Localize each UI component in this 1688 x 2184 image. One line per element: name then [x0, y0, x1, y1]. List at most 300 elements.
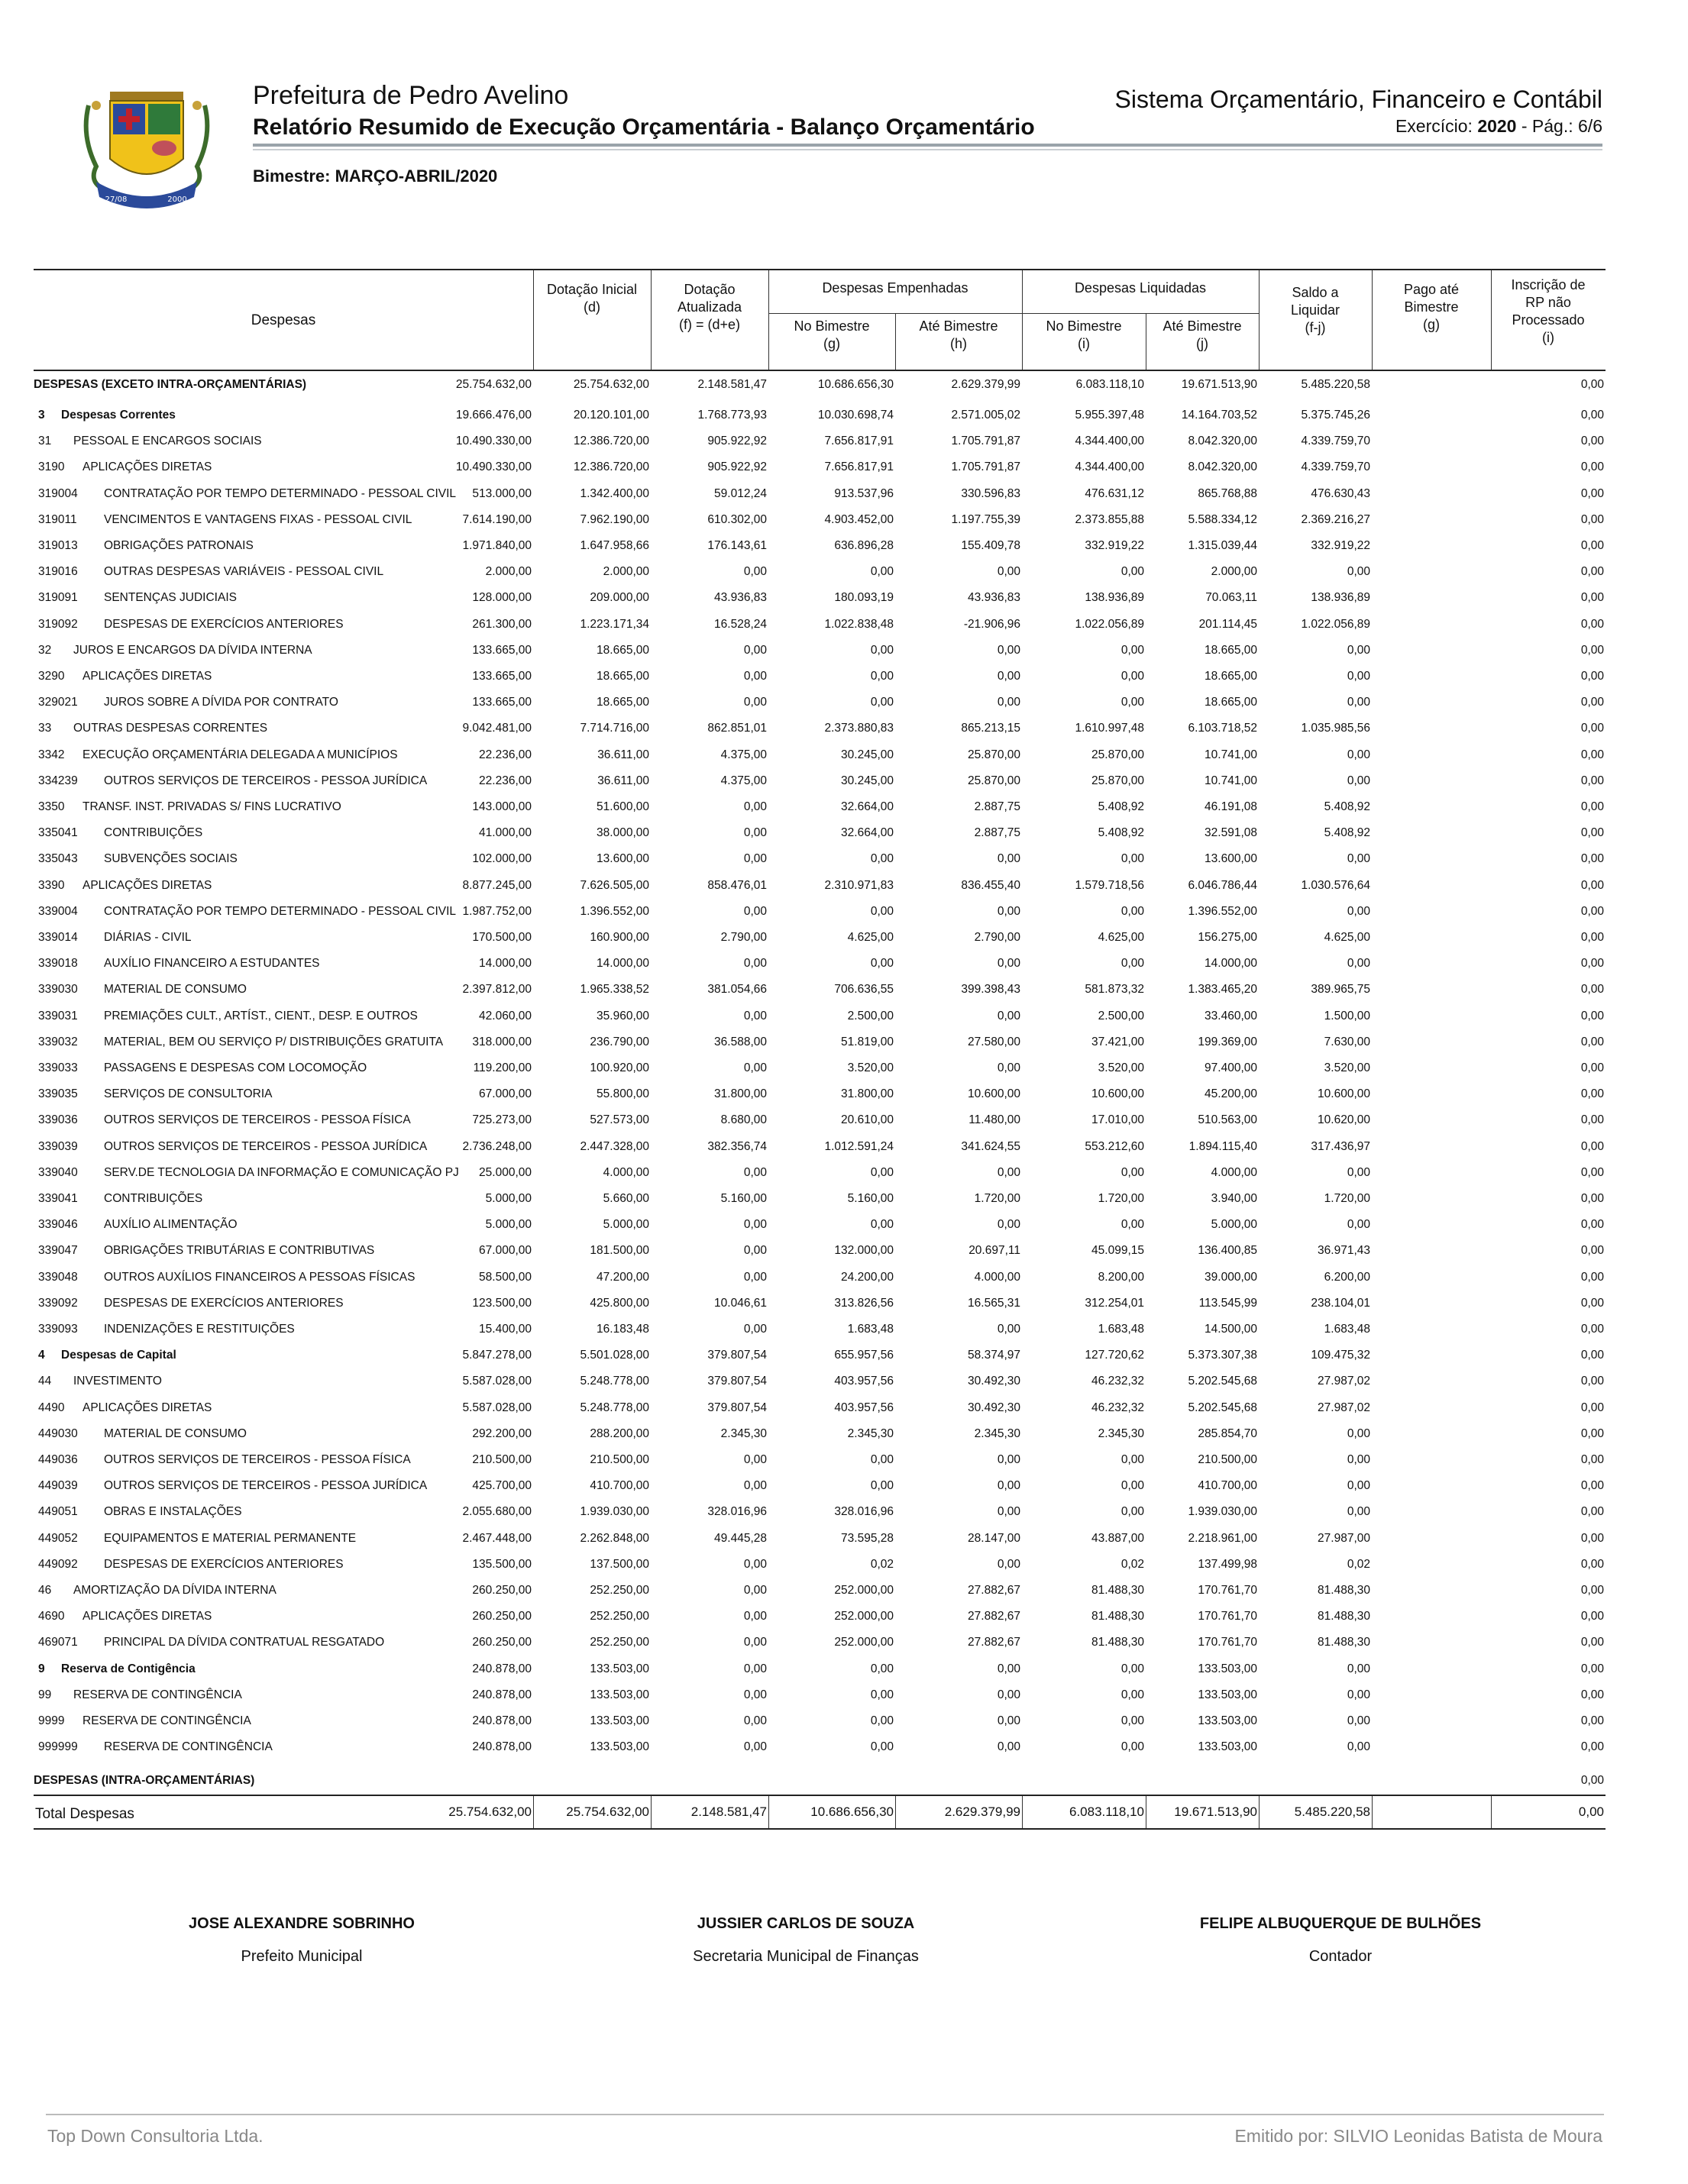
row-value: 389.965,75	[1311, 983, 1370, 997]
row-value: 5.408,92	[1324, 826, 1370, 840]
row-value: 31.800,00	[841, 1087, 894, 1101]
row-value: 5.587.028,00	[462, 1401, 532, 1414]
row-description: JUROS E ENCARGOS DA DÍVIDA INTERNA	[73, 643, 312, 657]
row-value: 0,00	[1580, 1774, 1604, 1788]
row-value: 1.939.030,00	[1188, 1505, 1257, 1519]
row-value: 9.042.481,00	[462, 722, 532, 735]
row-code: 3190	[38, 460, 65, 474]
table-row	[34, 746, 1606, 763]
row-value: 10.600,00	[968, 1087, 1020, 1101]
row-value: 1.197.755,39	[951, 512, 1020, 526]
row-value: 27.882,67	[968, 1610, 1020, 1623]
row-value: 10.741,00	[1205, 774, 1257, 787]
row-code: 469071	[38, 1636, 78, 1649]
row-value: 0,00	[1347, 643, 1370, 657]
row-value: 10.686.656,30	[817, 378, 894, 391]
row-value: 119.200,00	[473, 1061, 532, 1074]
row-description: PRINCIPAL DA DÍVIDA CONTRATUAL RESGATADO	[104, 1636, 385, 1649]
row-value: 1.035.985,56	[1301, 722, 1370, 735]
row-value: 27.882,67	[968, 1636, 1020, 1649]
row-value: 10.490.330,00	[455, 435, 532, 448]
table-row	[34, 1581, 1606, 1598]
row-value: 81.488,30	[1318, 1636, 1370, 1649]
row-value: 4.625,00	[847, 931, 894, 944]
row-value: 0,00	[1120, 1453, 1144, 1466]
column-divider	[768, 1796, 769, 1828]
footer-company: Top Down Consultoria Ltda.	[47, 2126, 264, 2146]
table-row	[34, 376, 1606, 393]
row-value: 1.971.840,00	[462, 539, 532, 552]
row-description: Despesas de Capital	[61, 1349, 176, 1362]
row-value: 0,00	[870, 1740, 894, 1754]
row-value: 5.501.028,00	[580, 1349, 649, 1362]
header-exercicio	[1395, 116, 1602, 137]
row-value: 25.870,00	[968, 774, 1020, 787]
row-value: 133.503,00	[590, 1688, 649, 1701]
row-value: 49.445,28	[714, 1531, 767, 1545]
table-row	[34, 563, 1606, 580]
table-row	[34, 1033, 1606, 1050]
signature-role: Contador	[1308, 1948, 1373, 1965]
row-value: 313.826,56	[834, 1296, 894, 1310]
row-value: 22.236,00	[479, 748, 532, 761]
row-description: AUXÍLIO FINANCEIRO A ESTUDANTES	[104, 957, 320, 971]
row-value: 0,00	[1580, 486, 1604, 500]
footer-divider	[46, 2114, 1604, 2115]
table-row	[34, 1686, 1606, 1703]
row-value: 0,00	[1120, 1714, 1144, 1727]
row-value: 0,00	[1580, 774, 1604, 787]
row-value: 42.060,00	[479, 1009, 532, 1023]
row-value: 292.200,00	[472, 1426, 532, 1440]
row-value: 133.665,00	[472, 670, 532, 683]
row-value: 35.960,00	[597, 1009, 649, 1023]
row-value: 0,00	[997, 1165, 1020, 1179]
row-value: 0,00	[1580, 643, 1604, 657]
row-description: MATERIAL DE CONSUMO	[104, 983, 247, 997]
row-value: 0,00	[1580, 1426, 1604, 1440]
row-value: 13.600,00	[597, 852, 649, 866]
th-pago: Pago até Bimestre (g)	[1403, 282, 1460, 332]
row-value: 5.588.334,12	[1188, 512, 1257, 526]
row-value: 0,00	[743, 1453, 767, 1466]
row-description: PESSOAL E ENCARGOS SOCIAIS	[73, 435, 262, 448]
column-divider	[1022, 1796, 1023, 1828]
row-value: 59.012,24	[714, 486, 767, 500]
row-value: 1.647.958,66	[580, 539, 649, 552]
signature-2	[592, 1915, 1020, 1966]
row-value: 0,00	[743, 565, 767, 579]
table-row	[34, 981, 1606, 997]
table-row	[34, 1660, 1606, 1677]
row-value: 47.200,00	[597, 1270, 649, 1284]
row-value: 0,00	[743, 1584, 767, 1597]
row-value: 210.500,00	[590, 1453, 649, 1466]
row-value: 0,00	[1580, 957, 1604, 971]
row-code: 339036	[38, 1113, 78, 1127]
total-value: 2.629.379,99	[944, 1804, 1020, 1819]
row-description: AUXÍLIO ALIMENTAÇÃO	[104, 1218, 238, 1232]
row-description: DESPESAS DE EXERCÍCIOS ANTERIORES	[104, 1296, 344, 1310]
row-description: APLICAÇÕES DIRETAS	[82, 1401, 212, 1414]
row-value: 143.000,00	[472, 800, 532, 813]
row-code: 3342	[38, 748, 65, 761]
row-description: CONTRIBUIÇÕES	[104, 1192, 203, 1205]
row-value: 312.254,01	[1085, 1296, 1144, 1310]
row-value: 236.790,00	[590, 1035, 649, 1048]
signature-role: Secretaria Municipal de Finanças	[693, 1948, 919, 1965]
row-value: 0,00	[870, 1688, 894, 1701]
row-value: 0,00	[1580, 591, 1604, 605]
table-row	[34, 1503, 1606, 1520]
row-value: 133.503,00	[1198, 1662, 1257, 1675]
table-row	[34, 693, 1606, 710]
row-value: 318.000,00	[472, 1035, 532, 1048]
row-description: RESERVA DE CONTINGÊNCIA	[104, 1740, 273, 1754]
header-bimestre: Bimestre: MARÇO-ABRIL/2020	[253, 166, 498, 186]
row-value: 138.936,89	[1311, 591, 1370, 605]
row-value: 5.000,00	[485, 1192, 532, 1205]
row-value: 1.683,48	[1098, 1323, 1144, 1336]
row-value: 4.339.759,70	[1301, 435, 1370, 448]
table-row	[34, 1399, 1606, 1416]
total-value: 6.083.118,10	[1069, 1804, 1144, 1819]
row-description: OBRIGAÇÕES PATRONAIS	[104, 539, 254, 552]
row-value: 5.202.545,68	[1188, 1401, 1257, 1414]
row-code: 33	[38, 722, 52, 735]
row-value: 25.870,00	[1091, 774, 1144, 787]
row-value: 8.200,00	[1098, 1270, 1144, 1284]
row-value: 137.499,98	[1198, 1557, 1257, 1571]
table-row	[34, 615, 1606, 632]
row-value: 0,00	[1120, 1740, 1144, 1754]
row-value: 1.683,48	[847, 1323, 894, 1336]
row-value: 261.300,00	[472, 617, 532, 631]
row-value: 138.936,89	[1085, 591, 1144, 605]
row-value: 30.245,00	[841, 748, 894, 761]
row-value: 1.768.773,93	[697, 409, 767, 422]
row-description: MATERIAL DE CONSUMO	[104, 1426, 247, 1440]
row-value: 81.488,30	[1091, 1584, 1144, 1597]
signature-name: JOSE ALEXANDRE SOBRINHO	[189, 1915, 415, 1932]
row-value: 0,00	[997, 1479, 1020, 1493]
row-value: 27.882,67	[968, 1584, 1020, 1597]
row-description: SERV.DE TECNOLOGIA DA INFORMAÇÃO E COMUNICAÇÃO PJ	[104, 1165, 459, 1179]
row-value: 43.887,00	[1091, 1531, 1144, 1545]
row-value: 0,00	[870, 1662, 894, 1675]
table-row	[34, 485, 1606, 502]
row-value: 17.010,00	[1091, 1113, 1144, 1127]
page-number: - Pág.: 6/6	[1521, 116, 1602, 136]
row-value: 8.877.245,00	[462, 878, 532, 892]
table-row	[34, 1372, 1606, 1389]
row-value: 905.922,92	[707, 460, 767, 474]
row-value: 0,00	[1347, 748, 1370, 761]
row-description: TRANSF. INST. PRIVADAS S/ FINS LUCRATIVO	[82, 800, 341, 813]
row-value: 0,00	[1580, 1375, 1604, 1388]
row-value: 0,00	[743, 1662, 767, 1675]
row-value: 30.245,00	[841, 774, 894, 787]
row-value: 332.919,22	[1311, 539, 1370, 552]
row-value: 0,00	[997, 957, 1020, 971]
row-value: 2.467.448,00	[462, 1531, 532, 1545]
row-value: 403.957,56	[834, 1401, 894, 1414]
row-value: 513.000,00	[472, 486, 532, 500]
row-value: 18.665,00	[1205, 643, 1257, 657]
row-value: 0,00	[1120, 1662, 1144, 1675]
row-code: 9999	[38, 1714, 65, 1727]
row-code: 32	[38, 643, 52, 657]
row-value: 0,00	[870, 1714, 894, 1727]
table-row	[34, 798, 1606, 815]
row-value: 8.042.320,00	[1188, 435, 1257, 448]
row-value: 5.248.778,00	[580, 1375, 649, 1388]
row-value: 7.656.817,91	[824, 435, 894, 448]
row-value: 73.595,28	[841, 1531, 894, 1545]
row-value: 862.851,01	[707, 722, 767, 735]
row-value: 0,00	[1580, 1192, 1604, 1205]
row-value: 2.310.971,83	[824, 878, 894, 892]
row-value: 0,00	[1580, 748, 1604, 761]
row-value: 1.022.838,48	[824, 617, 894, 631]
row-value: 0,00	[1580, 983, 1604, 997]
row-value: 2.055.680,00	[462, 1505, 532, 1519]
th-dotacao-atualizada: Dotação Atualizada (f) = (d+e)	[677, 282, 742, 332]
row-code: 44	[38, 1375, 52, 1388]
row-value: 0,00	[1347, 1426, 1370, 1440]
row-value: 379.807,54	[707, 1401, 767, 1414]
row-value: 0,00	[997, 1061, 1020, 1074]
row-code: 319091	[38, 591, 78, 605]
table-row	[34, 955, 1606, 971]
row-value: 2.447.328,00	[580, 1139, 649, 1153]
row-value: 399.398,43	[961, 983, 1020, 997]
row-code: 319011	[38, 512, 77, 526]
row-value: 180.093,19	[834, 591, 894, 605]
row-value: 0,00	[1580, 1061, 1604, 1074]
row-value: 133.503,00	[1198, 1740, 1257, 1754]
crest-text-right: 2000	[167, 195, 187, 204]
column-divider	[1259, 1796, 1260, 1828]
row-value: 381.054,66	[707, 983, 767, 997]
row-value: 11.480,00	[968, 1113, 1020, 1127]
header-subtitle: Relatório Resumido de Execução Orçamentária - Balanço Orçamentário	[253, 115, 1035, 140]
row-description: DESPESAS (INTRA-ORÇAMENTÁRIAS)	[34, 1774, 255, 1788]
row-description: INVESTIMENTO	[73, 1375, 162, 1388]
row-value: 32.591,08	[1205, 826, 1257, 840]
table-row	[34, 1772, 1606, 1788]
row-value: 2.000,00	[485, 565, 532, 579]
row-value: 240.878,00	[472, 1740, 532, 1754]
row-value: 4.625,00	[1098, 931, 1144, 944]
row-value: 252.250,00	[590, 1636, 649, 1649]
row-value: 0,00	[743, 1740, 767, 1754]
row-value: 4.903.452,00	[824, 512, 894, 526]
row-value: 0,00	[1347, 1662, 1370, 1675]
row-value: 1.012.591,24	[824, 1139, 894, 1153]
row-value: 33.460,00	[1205, 1009, 1257, 1023]
row-value: 0,00	[1120, 670, 1144, 683]
row-value: 51.600,00	[597, 800, 649, 813]
row-value: 4.000,00	[974, 1270, 1020, 1284]
row-description: APLICAÇÕES DIRETAS	[82, 670, 212, 683]
total-label: Total Despesas	[35, 1806, 134, 1822]
row-value: 0,02	[870, 1557, 894, 1571]
row-value: 5.375.745,26	[1301, 409, 1370, 422]
row-value: 181.500,00	[590, 1244, 649, 1258]
row-value: 0,00	[1580, 460, 1604, 474]
row-value: 0,00	[1580, 1087, 1604, 1101]
row-value: 2.790,00	[974, 931, 1020, 944]
row-value: 0,00	[1580, 1479, 1604, 1493]
row-code: 449039	[38, 1479, 78, 1493]
row-value: 288.200,00	[590, 1426, 649, 1440]
row-value: 170.761,70	[1198, 1584, 1257, 1597]
row-value: 25.870,00	[1091, 748, 1144, 761]
signature-name: JUSSIER CARLOS DE SOUZA	[697, 1915, 915, 1932]
row-value: 0,00	[997, 1557, 1020, 1571]
row-value: 10.600,00	[1318, 1087, 1370, 1101]
crest-text-left: 27/08	[105, 195, 128, 204]
row-value: 0,00	[1580, 1636, 1604, 1649]
row-description: DESPESAS (EXCETO INTRA-ORÇAMENTÁRIAS)	[34, 378, 307, 391]
row-value: 379.807,54	[707, 1349, 767, 1362]
row-code: 339004	[38, 904, 78, 918]
row-value: 260.250,00	[472, 1636, 532, 1649]
row-value: 0,00	[1580, 1662, 1604, 1675]
table-row	[34, 458, 1606, 475]
row-value: 0,02	[1120, 1557, 1144, 1571]
row-value: 25.754.632,00	[455, 378, 532, 391]
row-value: 0,00	[1580, 1244, 1604, 1258]
row-value: 1.939.030,00	[580, 1505, 649, 1519]
row-value: 12.386.720,00	[573, 435, 649, 448]
row-value: 113.545,99	[1198, 1296, 1257, 1310]
row-description: DESPESAS DE EXERCÍCIOS ANTERIORES	[104, 617, 344, 631]
row-value: 0,00	[1120, 1165, 1144, 1179]
row-value: 0,00	[870, 957, 894, 971]
row-value: 7.626.505,00	[580, 878, 649, 892]
row-value: -21.906,96	[963, 617, 1020, 631]
row-value: 0,00	[1580, 1323, 1604, 1336]
row-value: 1.894.115,40	[1188, 1139, 1257, 1153]
row-value: 43.936,83	[714, 591, 767, 605]
row-value: 16.183,48	[597, 1323, 649, 1336]
row-value: 0,00	[1120, 1688, 1144, 1701]
row-value: 0,00	[1120, 1479, 1144, 1493]
row-code: 339031	[38, 1009, 78, 1023]
row-value: 170.761,70	[1198, 1610, 1257, 1623]
row-value: 5.248.778,00	[580, 1401, 649, 1414]
total-value: 5.485.220,58	[1294, 1804, 1370, 1819]
row-value: 36.611,00	[597, 774, 649, 787]
municipal-crest-icon	[81, 75, 212, 215]
row-value: 1.315.039,44	[1188, 539, 1257, 552]
table-row	[34, 850, 1606, 867]
row-description: VENCIMENTOS E VANTAGENS FIXAS - PESSOAL CIVIL	[104, 512, 412, 526]
row-value: 0,00	[1347, 774, 1370, 787]
row-value: 1.223.171,34	[580, 617, 649, 631]
table-row	[34, 1268, 1606, 1285]
row-code: 319013	[38, 539, 78, 552]
row-value: 10.046,61	[714, 1296, 767, 1310]
row-code: 449036	[38, 1453, 78, 1466]
row-value: 0,00	[997, 696, 1020, 709]
row-value: 160.900,00	[590, 931, 649, 944]
row-value: 133.503,00	[1198, 1688, 1257, 1701]
row-value: 2.790,00	[720, 931, 767, 944]
row-value: 2.887,75	[974, 826, 1020, 840]
total-value: 25.754.632,00	[448, 1804, 532, 1819]
row-value: 905.922,92	[707, 435, 767, 448]
row-description: OUTROS SERVIÇOS DE TERCEIROS - PESSOA FÍSICA	[104, 1113, 411, 1127]
row-value: 2.000,00	[1211, 565, 1257, 579]
row-value: 527.573,00	[590, 1113, 649, 1127]
total-value: 0,00	[1578, 1804, 1604, 1819]
row-value: 10.741,00	[1205, 748, 1257, 761]
row-value: 913.537,96	[834, 486, 894, 500]
table-row	[34, 1712, 1606, 1729]
row-value: 0,00	[997, 1218, 1020, 1232]
row-value: 5.000,00	[1211, 1218, 1257, 1232]
row-value: 0,00	[997, 565, 1020, 579]
row-value: 16.565,31	[968, 1296, 1020, 1310]
row-value: 1.579.718,56	[1075, 878, 1144, 892]
table-row	[34, 1164, 1606, 1181]
table-row	[34, 877, 1606, 893]
row-code: 3350	[38, 800, 65, 813]
row-value: 10.490.330,00	[455, 460, 532, 474]
table-row	[34, 1111, 1606, 1128]
table-row	[34, 1633, 1606, 1650]
row-code: 339093	[38, 1323, 78, 1336]
row-value: 836.455,40	[961, 878, 1020, 892]
row-description: OBRIGAÇÕES TRIBUTÁRIAS E CONTRIBUTIVAS	[104, 1244, 375, 1258]
row-value: 137.500,00	[590, 1557, 649, 1571]
row-value: 2.345,30	[847, 1426, 894, 1440]
row-code: 339046	[38, 1218, 78, 1232]
signature-role: Prefeito Municipal	[241, 1948, 363, 1965]
row-value: 0,00	[1347, 565, 1370, 579]
row-code: 319004	[38, 486, 78, 500]
row-value: 6.046.786,44	[1188, 878, 1257, 892]
row-value: 0,00	[1580, 904, 1604, 918]
row-description: JUROS SOBRE A DÍVIDA POR CONTRATO	[104, 696, 338, 709]
row-value: 0,00	[743, 1165, 767, 1179]
row-description: SUBVENÇÕES SOCIAIS	[104, 852, 238, 866]
row-value: 199.369,00	[1198, 1035, 1257, 1048]
row-value: 0,00	[997, 1323, 1020, 1336]
row-code: 3290	[38, 670, 65, 683]
row-value: 1.987.752,00	[462, 904, 532, 918]
row-code: 319092	[38, 617, 78, 631]
row-value: 1.610.997,48	[1075, 722, 1144, 735]
row-value: 4.344.400,00	[1075, 460, 1144, 474]
row-value: 0,00	[1347, 1505, 1370, 1519]
row-value: 5.587.028,00	[462, 1375, 532, 1388]
column-divider	[895, 1796, 896, 1828]
row-value: 32.664,00	[841, 826, 894, 840]
row-value: 0,00	[1580, 378, 1604, 391]
row-value: 0,00	[997, 1505, 1020, 1519]
row-value: 330.596,83	[961, 486, 1020, 500]
row-value: 553.212,60	[1085, 1139, 1144, 1153]
row-description: APLICAÇÕES DIRETAS	[82, 878, 212, 892]
signature-name: FELIPE ALBUQUERQUE DE BULHÕES	[1199, 1915, 1482, 1932]
row-code: 339092	[38, 1296, 78, 1310]
column-divider	[1491, 1796, 1492, 1828]
row-value: 0,00	[1347, 1714, 1370, 1727]
